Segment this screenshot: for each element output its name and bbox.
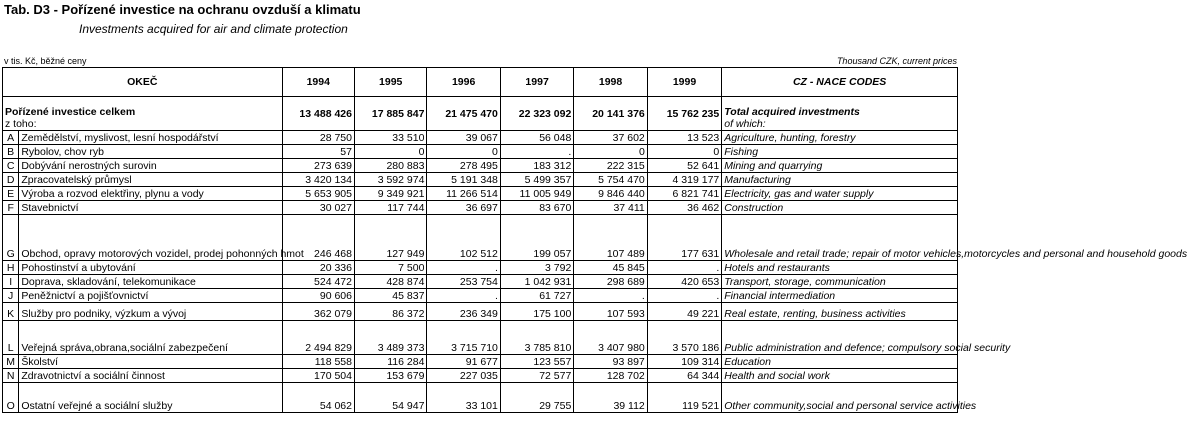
row-label-cz: Pohostinství a ubytování bbox=[19, 261, 282, 275]
row-label-cz: Veřejná správa,obrana,sociální zabezpečení bbox=[19, 321, 282, 355]
row-label-cz: Zpracovatelský průmysl bbox=[19, 173, 282, 187]
row-value: 37 602 bbox=[574, 131, 647, 145]
row-code: N bbox=[3, 369, 19, 383]
row-code: O bbox=[3, 383, 19, 413]
table-row bbox=[3, 159, 958, 173]
total-label-en: Total acquired investments bbox=[724, 106, 860, 118]
row-label-cz: Školství bbox=[19, 355, 282, 369]
row-value: 278 495 bbox=[427, 159, 500, 173]
units-note-en: Thousand CZK, current prices bbox=[836, 56, 957, 66]
row-label-cz: Ostatní veřejné a sociální služby bbox=[19, 383, 282, 413]
row-value: 236 349 bbox=[427, 303, 500, 321]
row-code: G bbox=[3, 215, 19, 261]
table-row bbox=[3, 201, 958, 215]
row-value: 3 592 974 bbox=[354, 173, 426, 187]
table-row bbox=[3, 383, 958, 413]
row-value: 253 754 bbox=[427, 275, 500, 289]
row-value: 20 336 bbox=[282, 261, 354, 275]
row-value: 52 641 bbox=[647, 159, 721, 173]
row-value: 127 949 bbox=[354, 215, 426, 261]
row-value: 524 472 bbox=[282, 275, 354, 289]
row-value: 91 677 bbox=[427, 355, 500, 369]
row-value: 72 577 bbox=[500, 369, 573, 383]
row-value: . bbox=[427, 289, 500, 303]
row-value: 3 570 186 bbox=[647, 321, 721, 355]
row-code: F bbox=[3, 201, 19, 215]
row-label-en: Other community,social and personal service activities bbox=[722, 383, 958, 413]
row-value: 5 653 905 bbox=[282, 187, 354, 201]
row-code: E bbox=[3, 187, 19, 201]
row-label-en: Wholesale and retail trade; repair of motor vehicles,motorcycles and personal and household goods bbox=[722, 215, 958, 261]
row-label-en: Agriculture, hunting, forestry bbox=[722, 131, 958, 145]
row-value: 420 653 bbox=[647, 275, 721, 289]
row-value: 39 112 bbox=[574, 383, 647, 413]
table-row bbox=[3, 187, 958, 201]
row-value: 222 315 bbox=[574, 159, 647, 173]
row-value: 1 042 931 bbox=[500, 275, 573, 289]
total-label-cell bbox=[3, 97, 283, 131]
row-label-en: Financial intermediation bbox=[722, 289, 958, 303]
header-year: 1996 bbox=[427, 68, 500, 97]
row-code: H bbox=[3, 261, 19, 275]
row-value: 0 bbox=[354, 145, 426, 159]
table-row bbox=[3, 289, 958, 303]
row-label-en: Manufacturing bbox=[722, 173, 958, 187]
row-label-cz: Zdravotnictví a sociální činnost bbox=[19, 369, 282, 383]
row-value: 13 523 bbox=[647, 131, 721, 145]
total-sublabel: z toho: bbox=[5, 118, 37, 130]
row-label-en: Education bbox=[722, 355, 958, 369]
row-label-en: Real estate, renting, business activities bbox=[722, 303, 958, 321]
row-value: 128 702 bbox=[574, 369, 647, 383]
row-value: 5 754 470 bbox=[574, 173, 647, 187]
row-value: 49 221 bbox=[647, 303, 721, 321]
row-value: 3 407 980 bbox=[574, 321, 647, 355]
row-value: . bbox=[500, 145, 573, 159]
header-row bbox=[3, 68, 958, 97]
row-value: 28 750 bbox=[282, 131, 354, 145]
row-code: B bbox=[3, 145, 19, 159]
row-value: 7 500 bbox=[354, 261, 426, 275]
header-year: 1994 bbox=[282, 68, 354, 97]
table-row bbox=[3, 261, 958, 275]
header-okec: OKEČ bbox=[3, 68, 283, 97]
total-value: 22 323 092 bbox=[500, 97, 573, 131]
row-value: 362 079 bbox=[282, 303, 354, 321]
table-row bbox=[3, 303, 958, 321]
row-value: 428 874 bbox=[354, 275, 426, 289]
row-label-en: Electricity, gas and water supply bbox=[722, 187, 958, 201]
row-value: 56 048 bbox=[500, 131, 573, 145]
row-value: 61 727 bbox=[500, 289, 573, 303]
row-code: M bbox=[3, 355, 19, 369]
row-label-cz: Obchod, opravy motorových vozidel, prodej pohonných hmot bbox=[19, 215, 282, 261]
table-row bbox=[3, 275, 958, 289]
row-value: 54 062 bbox=[282, 383, 354, 413]
row-value: 5 191 348 bbox=[427, 173, 500, 187]
total-value: 20 141 376 bbox=[574, 97, 647, 131]
row-value: 64 344 bbox=[647, 369, 721, 383]
row-value: 30 027 bbox=[282, 201, 354, 215]
row-label-cz: Doprava, skladování, telekomunikace bbox=[19, 275, 282, 289]
row-label-cz: Zemědělství, myslivost, lesní hospodářství bbox=[19, 131, 282, 145]
table-row bbox=[3, 131, 958, 145]
row-value: . bbox=[647, 261, 721, 275]
row-value: 83 670 bbox=[500, 201, 573, 215]
row-label-cz: Výroba a rozvod elektřiny, plynu a vody bbox=[19, 187, 282, 201]
table-row bbox=[3, 145, 958, 159]
row-value: 117 744 bbox=[354, 201, 426, 215]
row-code: A bbox=[3, 131, 19, 145]
row-value: 33 510 bbox=[354, 131, 426, 145]
row-label-en: Mining and quarrying bbox=[722, 159, 958, 173]
row-code: J bbox=[3, 289, 19, 303]
row-value: 4 319 177 bbox=[647, 173, 721, 187]
row-value: 45 837 bbox=[354, 289, 426, 303]
row-code: K bbox=[3, 303, 19, 321]
total-value: 17 885 847 bbox=[354, 97, 426, 131]
row-value: 175 100 bbox=[500, 303, 573, 321]
row-value: 246 468 bbox=[282, 215, 354, 261]
row-value: 37 411 bbox=[574, 201, 647, 215]
row-label-cz: Stavebnictví bbox=[19, 201, 282, 215]
row-value: 29 755 bbox=[500, 383, 573, 413]
row-value: 107 489 bbox=[574, 215, 647, 261]
total-value: 21 475 470 bbox=[427, 97, 500, 131]
header-year: 1997 bbox=[500, 68, 573, 97]
row-value: 170 504 bbox=[282, 369, 354, 383]
row-label-en: Public administration and defence; compulsory social security bbox=[722, 321, 958, 355]
row-value: 5 499 357 bbox=[500, 173, 573, 187]
total-value: 13 488 426 bbox=[282, 97, 354, 131]
row-value: . bbox=[427, 261, 500, 275]
row-label-cz: Dobývání nerostných surovin bbox=[19, 159, 282, 173]
row-value: 11 266 514 bbox=[427, 187, 500, 201]
row-value: 118 558 bbox=[282, 355, 354, 369]
row-value: . bbox=[574, 289, 647, 303]
row-value: 3 792 bbox=[500, 261, 573, 275]
total-label: Pořízené investice celkem bbox=[5, 106, 136, 118]
row-code: D bbox=[3, 173, 19, 187]
row-label-en: Hotels and restaurants bbox=[722, 261, 958, 275]
row-value: 153 679 bbox=[354, 369, 426, 383]
row-label-cz: Služby pro podniky, výzkum a vývoj bbox=[19, 303, 282, 321]
table-row bbox=[3, 369, 958, 383]
header-year: 1995 bbox=[354, 68, 426, 97]
row-value: 3 785 810 bbox=[500, 321, 573, 355]
row-code: C bbox=[3, 159, 19, 173]
row-value: 6 821 741 bbox=[647, 187, 721, 201]
row-value: 36 462 bbox=[647, 201, 721, 215]
row-value: 86 372 bbox=[354, 303, 426, 321]
total-value: 15 762 235 bbox=[647, 97, 721, 131]
units-note-cz: v tis. Kč, běžné ceny bbox=[4, 56, 87, 66]
table-row bbox=[3, 321, 958, 355]
total-row bbox=[3, 97, 958, 131]
investments-table bbox=[2, 67, 1187, 413]
row-value: 183 312 bbox=[500, 159, 573, 173]
row-value: 199 057 bbox=[500, 215, 573, 261]
row-value: 3 715 710 bbox=[427, 321, 500, 355]
row-value: 3 420 134 bbox=[282, 173, 354, 187]
table-title: Tab. D3 - Pořízené investice na ochranu ovzduší a klimatu bbox=[4, 2, 361, 17]
row-value: 57 bbox=[282, 145, 354, 159]
row-value: 45 845 bbox=[574, 261, 647, 275]
table-subtitle: Investments acquired for air and climate protection bbox=[79, 22, 348, 36]
row-value: 280 883 bbox=[354, 159, 426, 173]
row-value: 0 bbox=[647, 145, 721, 159]
header-nace: CZ - NACE CODES bbox=[722, 68, 958, 97]
row-value: 33 101 bbox=[427, 383, 500, 413]
header-year: 1998 bbox=[574, 68, 647, 97]
row-value: 102 512 bbox=[427, 215, 500, 261]
row-value: 107 593 bbox=[574, 303, 647, 321]
row-value: 3 489 373 bbox=[354, 321, 426, 355]
row-value: 0 bbox=[427, 145, 500, 159]
row-value: 227 035 bbox=[427, 369, 500, 383]
row-code: I bbox=[3, 275, 19, 289]
row-value: 9 349 921 bbox=[354, 187, 426, 201]
row-value: . bbox=[647, 289, 721, 303]
row-label-cz: Peněžnictví a pojišťovnictví bbox=[19, 289, 282, 303]
row-value: 39 067 bbox=[427, 131, 500, 145]
row-value: 2 494 829 bbox=[282, 321, 354, 355]
row-label-en: Construction bbox=[722, 201, 958, 215]
total-label-en-cell bbox=[722, 97, 958, 131]
row-value: 273 639 bbox=[282, 159, 354, 173]
row-value: 9 846 440 bbox=[574, 187, 647, 201]
row-value: 11 005 949 bbox=[500, 187, 573, 201]
row-label-en: Health and social work bbox=[722, 369, 958, 383]
row-value: 116 284 bbox=[354, 355, 426, 369]
row-label-cz: Rybolov, chov ryb bbox=[19, 145, 282, 159]
row-label-en: Transport, storage, communication bbox=[722, 275, 958, 289]
header-year: 1999 bbox=[647, 68, 721, 97]
row-value: 177 631 bbox=[647, 215, 721, 261]
row-value: 90 606 bbox=[282, 289, 354, 303]
row-value: 0 bbox=[574, 145, 647, 159]
table-row bbox=[3, 173, 958, 187]
row-code: L bbox=[3, 321, 19, 355]
row-value: 109 314 bbox=[647, 355, 721, 369]
total-sublabel-en: of which: bbox=[724, 118, 766, 130]
row-value: 298 689 bbox=[574, 275, 647, 289]
table-row bbox=[3, 215, 958, 261]
row-value: 119 521 bbox=[647, 383, 721, 413]
row-value: 123 557 bbox=[500, 355, 573, 369]
row-value: 36 697 bbox=[427, 201, 500, 215]
row-label-en: Fishing bbox=[722, 145, 958, 159]
table-row bbox=[3, 355, 958, 369]
row-value: 93 897 bbox=[574, 355, 647, 369]
row-value: 54 947 bbox=[354, 383, 426, 413]
